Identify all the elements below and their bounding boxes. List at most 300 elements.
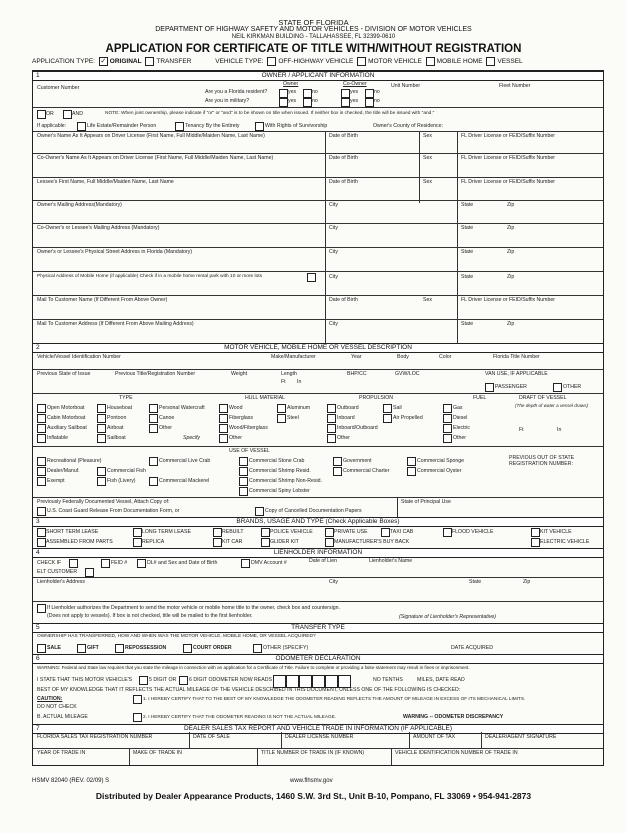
- checkbox[interactable]: [97, 477, 106, 486]
- field-label: OTHER (SPECIFY): [263, 645, 309, 651]
- checkbox[interactable]: [327, 434, 336, 443]
- checkbox[interactable]: [219, 424, 228, 433]
- checkbox[interactable]: [37, 424, 46, 433]
- checkbox[interactable]: [383, 404, 392, 413]
- field-label: Weight: [231, 371, 248, 377]
- field-label: Life Estate/Remainder Person: [87, 123, 157, 129]
- field-label: NO TENTHS: [373, 677, 403, 683]
- field-label: Commercial Fish: [107, 468, 146, 474]
- checkbox[interactable]: [149, 404, 158, 413]
- checkbox[interactable]: [149, 414, 158, 423]
- life-estate-checkbox[interactable]: [77, 122, 86, 131]
- excess-mileage-checkbox[interactable]: [133, 695, 142, 704]
- checkbox[interactable]: [37, 457, 46, 466]
- field-label: FL Driver License or FEID/Suffix Number: [461, 133, 555, 139]
- rule-line: [33, 748, 603, 749]
- field-label: DMV Account #: [251, 560, 287, 566]
- five-digit-checkbox[interactable]: [139, 676, 148, 685]
- checkbox[interactable]: [327, 404, 336, 413]
- checkbox[interactable]: [149, 477, 158, 486]
- rule-line: [409, 732, 410, 748]
- not-actual-mileage-checkbox[interactable]: [133, 713, 142, 722]
- owner-resident-no[interactable]: [303, 89, 312, 98]
- checkbox[interactable]: [37, 404, 46, 413]
- field-label: ELECTRIC VEHICLE: [540, 539, 590, 545]
- field-label: Commercial Oyster: [417, 468, 462, 474]
- checkbox[interactable]: [219, 434, 228, 443]
- field-label: OR: [46, 111, 54, 117]
- field-label: Copy of Cancelled Documentation Papers: [265, 508, 362, 514]
- field-label: DRAFT OF VESSEL: [519, 395, 567, 401]
- rule-line: [33, 446, 603, 447]
- checkbox[interactable]: [97, 404, 106, 413]
- field-label: Year: [351, 354, 362, 360]
- field-label: FL Driver License or FEID/Suffix Number: [461, 297, 555, 303]
- checkbox[interactable]: [37, 434, 46, 443]
- checkbox[interactable]: [239, 487, 248, 496]
- ohv-checkbox[interactable]: [267, 57, 276, 66]
- field-label: Canoe: [159, 415, 175, 421]
- mv-label: MOTOR VEHICLE: [368, 58, 422, 66]
- owner-heading: Owner: [283, 81, 299, 87]
- field-label: Date of Birth: [329, 297, 358, 303]
- mail-to-address-label: Mail To Customer Address (If Different From Above Mailing Address): [37, 321, 194, 327]
- rule-line: [33, 200, 603, 201]
- dl-checkbox[interactable]: [137, 559, 146, 568]
- department-address: NEIL KIRKMAN BUILDING - TALLAHASSEE, FL 32399-0610: [231, 34, 396, 40]
- field-label: Inboard: [337, 415, 355, 421]
- checkbox[interactable]: [383, 414, 392, 423]
- checkbox[interactable]: [97, 424, 106, 433]
- field-label: Ft: [519, 427, 524, 433]
- checkbox[interactable]: [37, 477, 46, 486]
- field-label: Wood/Fiberglass: [229, 425, 268, 431]
- field-label: FL Driver License or FEID/Suffix Number: [461, 155, 555, 161]
- rule-line: [33, 393, 603, 394]
- field-label: TAXI CAB: [390, 529, 414, 535]
- sale-checkbox[interactable]: [37, 644, 46, 653]
- checkbox[interactable]: [325, 528, 334, 537]
- field-label: Commercial Spiny Lobster: [249, 488, 310, 494]
- section-6-bar: 6 ODOMETER DECLARATION: [33, 654, 603, 664]
- distributor-line: Distributed by Dealer Appearance Products, 1460 S.W. 3rd St., Unit B-10, Pompano, FL 33069 • 954-941-2873: [95, 791, 532, 801]
- field-label: MILES, DATE READ: [417, 677, 465, 683]
- field-label: I STATE THAT THIS MOTOR VEHICLE'S: [37, 677, 133, 683]
- field-label: State of Principal Use: [401, 499, 451, 505]
- field-label: Other: [337, 435, 350, 441]
- rule-line: [33, 131, 603, 132]
- field-label: With Rights of Survivorship: [265, 123, 328, 129]
- field-label: 1. I HEREBY CERTIFY THAT TO THE BEST OF MY KNOWLEDGE THE ODOMETER READING REFLECTS THE AMOUNT OF MILEAGE IN EXCESS OF ITS MECHANICAL LIMITS.: [143, 696, 526, 701]
- rule-line: [189, 732, 190, 748]
- field-label: Other: [229, 435, 242, 441]
- field-label: Recreational (Pleasure): [47, 458, 102, 464]
- field-label: Lienholder's Address: [37, 579, 85, 585]
- repossession-checkbox[interactable]: [115, 644, 124, 653]
- field-label: Commercial Mackerel: [159, 478, 210, 484]
- form-number: HSMV 82040 (REV. 02/09) S: [32, 778, 110, 784]
- checkbox[interactable]: [333, 457, 342, 466]
- field-label: Fiberglass: [229, 415, 253, 421]
- field-label: City: [329, 249, 338, 255]
- mail-to-name-label: Mail To Customer Name (If Different From Above Owner): [37, 297, 168, 303]
- field-label: Commercial Stone Crab: [249, 458, 305, 464]
- or-checkbox[interactable]: [37, 110, 46, 119]
- checkbox[interactable]: [97, 414, 106, 423]
- vessel-label: VESSEL: [497, 58, 523, 66]
- tenancy-checkbox[interactable]: [175, 122, 184, 131]
- field-label: Tenancy By the Entirety: [185, 123, 240, 129]
- field-label: PROPULSION: [359, 395, 394, 401]
- rule-line: [281, 732, 282, 748]
- rule-line: [391, 748, 392, 765]
- field-label: Other: [159, 425, 172, 431]
- checkbox[interactable]: [37, 538, 46, 547]
- elt-checkbox[interactable]: [69, 559, 78, 568]
- field-label: CAUTION:: [37, 696, 63, 702]
- checkbox[interactable]: [277, 404, 286, 413]
- section-1-bar: 1 OWNER / APPLICANT INFORMATION: [33, 71, 603, 81]
- field-label: Air Propelled: [393, 415, 423, 421]
- field-label: GVW/LOC: [395, 371, 420, 377]
- other-van-checkbox[interactable]: [553, 383, 562, 392]
- website: www.flhsmv.gov: [290, 778, 333, 784]
- passenger-checkbox[interactable]: [485, 383, 494, 392]
- dmv-checkbox[interactable]: [241, 559, 250, 568]
- field-label: Zip: [523, 579, 531, 585]
- application-type-label: APPLICATION TYPE:: [32, 58, 95, 66]
- rule-line: [33, 223, 603, 224]
- field-label: Inflatable: [47, 435, 69, 441]
- field-label: Vehicle/Vessel Identification Number: [37, 354, 121, 360]
- vehicle-type-label: VEHICLE TYPE:: [215, 58, 264, 66]
- checkbox[interactable]: [133, 528, 142, 537]
- field-label: Open Motorboat: [47, 405, 85, 411]
- section-7-bar: 7 DEALER SALES TAX REPORT AND VEHICLE TRADE IN INFORMATION (IF APPLICABLE): [33, 724, 603, 734]
- field-label: VEHICLE IDENTIFICATION NUMBER OF TRADE IN: [395, 750, 518, 756]
- field-label: FUEL: [473, 395, 487, 401]
- field-label: Body: [397, 354, 409, 360]
- unit-number-label: Unit Number: [391, 83, 421, 89]
- field-label: CHECK IF: [37, 560, 62, 566]
- field-label: Airboat: [107, 425, 124, 431]
- field-label: Commercial Sponge: [417, 458, 464, 464]
- field-label: yes: [288, 98, 297, 104]
- field-label: SHORT TERM LEASE: [46, 529, 99, 535]
- owner-mailing-label: Owner's Mailing Address(Mandatory): [37, 202, 122, 208]
- field-label: Sex: [423, 179, 432, 185]
- field-label: Zip: [507, 274, 515, 280]
- field-label: Government: [343, 458, 372, 464]
- field-label: 2. I HEREBY CERTIFY THAT THE ODOMETER READING IS NOT THE ACTUAL MILEAGE.: [143, 714, 337, 719]
- field-label: no: [312, 98, 318, 104]
- field-label: Specify: [183, 435, 201, 441]
- checkbox[interactable]: [407, 467, 416, 476]
- rule-line: [33, 319, 603, 320]
- field-label: (Does not apply to vessels). If box is not checked, title will be mailed to the first lienholder.: [47, 613, 253, 619]
- field-label: Sex: [423, 297, 432, 303]
- rule-line: [33, 295, 603, 296]
- field-label: REPLICA: [142, 539, 165, 545]
- checkbox[interactable]: [239, 467, 248, 476]
- checkbox[interactable]: [97, 467, 106, 476]
- field-label: AMOUNT OF TAX: [413, 734, 456, 740]
- coowner-resident-no[interactable]: [365, 89, 374, 98]
- vessel-checkbox[interactable]: [486, 57, 495, 66]
- field-label: PREVIOUS OUT OF STATE REGISTRATION NUMBER:: [509, 455, 575, 467]
- rule-line: [457, 131, 458, 343]
- mh-label: MOBILE HOME: [436, 58, 483, 66]
- field-label: DEALER/AGENT SIGNATURE: [485, 734, 557, 740]
- field-label: If Lienholder authorizes the Department to send the motor vehicle or mobile home title to the owner, check box and countersign.: [47, 605, 340, 611]
- field-label: Make/Manufacturer: [271, 354, 316, 360]
- field-label: OWNERSHIP HAS TRANSFERRED, HOW AND WHEN WAS THE MOTOR VEHICLE, MOBILE HOME, OR VESSEL ACQUIRED?: [37, 634, 316, 639]
- field-label: COURT ORDER: [193, 645, 232, 651]
- field-label: ASSEMBLED FROM PARTS: [46, 539, 113, 545]
- joint-ownership-note: NOTE: When joint ownership, please indicate if "or" or "and" is to be shown on title when issued. If neither box is checked, the title will be issued with "and.": [105, 111, 435, 116]
- checkbox[interactable]: [277, 414, 286, 423]
- field-label: MANUFACTURER'S BUY BACK: [334, 539, 410, 545]
- field-label: DO NOT CHECK: [37, 704, 77, 710]
- coowner-military-no[interactable]: [365, 98, 374, 107]
- field-label: Zip: [507, 225, 515, 231]
- field-label: Sex: [423, 155, 432, 161]
- transfer-checkbox[interactable]: [145, 57, 154, 66]
- owner-name-label: Owner's Name As It Appears on Driver License (First Name, Full Middle/Maiden Name, Last Name): [37, 133, 265, 139]
- field-label: KIT VEHICLE: [540, 529, 572, 535]
- field-label: no: [374, 89, 380, 95]
- field-label: Sex: [423, 133, 432, 139]
- field-label: yes: [350, 98, 359, 104]
- ohv-label: OFF-HIGHWAY VEHICLE: [278, 58, 354, 66]
- lessee-name-label: Lessee's First Name, Full Middle/Maiden Name, Last Name: [37, 179, 174, 185]
- field-label: Aluminum: [287, 405, 311, 411]
- customer-number-label: Customer Number: [37, 85, 80, 91]
- section-2-bar: 2 MOTOR VEHICLE, MOBILE HOME OR VESSEL DESCRIPTION: [33, 343, 603, 353]
- original-checkbox[interactable]: ✓: [100, 58, 107, 65]
- field-label: DL# and Sex and Date of Birth: [147, 560, 218, 566]
- owner-military-yes[interactable]: [279, 98, 288, 107]
- field-label: OTHER: [563, 384, 582, 390]
- checkbox[interactable]: [327, 414, 336, 423]
- application-type-row: [32, 57, 602, 66]
- field-label: Inboard/Outboard: [337, 425, 378, 431]
- coowner-heading: Co-Owner: [343, 81, 367, 87]
- field-label: ELT CUSTOMER: [37, 569, 78, 575]
- coowner-military-yes[interactable]: [341, 98, 350, 107]
- field-label: USE OF VESSEL: [229, 448, 270, 454]
- checkbox[interactable]: [261, 528, 270, 537]
- mh-checkbox[interactable]: [426, 57, 435, 66]
- field-label: HULL MATERIAL: [245, 395, 286, 401]
- field-label: Lienholder's Name: [369, 558, 413, 564]
- field-label: State: [461, 202, 474, 208]
- field-label: DATE OF SALE: [193, 734, 230, 740]
- field-label: City: [329, 321, 338, 327]
- checkbox[interactable]: [531, 538, 540, 547]
- field-label: SALE: [47, 645, 61, 651]
- field-label: Date of Lien: [309, 558, 337, 564]
- other-transfer-checkbox[interactable]: [253, 644, 262, 653]
- field-label: Date of Birth: [329, 179, 358, 185]
- coowner-name-label: Co-Owner's Name As It Appears on Driver License (First Name, Full Middle/Maiden Name, Last Name): [37, 155, 274, 161]
- rule-line: [33, 177, 603, 178]
- mv-checkbox[interactable]: [357, 57, 366, 66]
- feid-checkbox[interactable]: [101, 559, 110, 568]
- rule-line: [33, 369, 603, 370]
- field-label: Dealer/Manuf.: [47, 468, 80, 474]
- rule-line: [129, 748, 130, 765]
- coowner-mailing-label: Co-Owner's or Lessee's Mailing Address (Mandatory): [37, 225, 160, 231]
- field-label: Electric: [453, 425, 471, 431]
- field-label: Exempt: [47, 478, 65, 484]
- cancelled-papers-checkbox[interactable]: [255, 507, 264, 516]
- field-label: Other: [453, 435, 466, 441]
- checkbox[interactable]: [149, 457, 158, 466]
- owner-resident-yes[interactable]: [279, 89, 288, 98]
- field-label: FL Driver License or FEID/Suffix Number: [461, 179, 555, 185]
- field-label: TYPE: [119, 395, 133, 401]
- field-label: Pontoon: [107, 415, 127, 421]
- owner-military-no[interactable]: [303, 98, 312, 107]
- rule-line: [419, 131, 420, 203]
- checkbox[interactable]: [219, 414, 228, 423]
- field-label: State: [461, 225, 474, 231]
- section-4-bar: 4 LIENHOLDER INFORMATION: [33, 548, 603, 558]
- field-label: Previously Federally Documented Vessel, Attach Copy of:: [37, 499, 170, 505]
- field-label: Houseboat: [107, 405, 133, 411]
- checkbox[interactable]: [213, 528, 222, 537]
- field-label: 5 DIGIT OR: [149, 677, 177, 683]
- field-label: VAN USE, IF APPLICABLE: [485, 371, 548, 377]
- checkbox[interactable]: [37, 528, 46, 537]
- field-label: PASSENGER: [495, 384, 527, 390]
- original-label: ORIGINAL: [109, 58, 142, 66]
- field-label: yes: [350, 89, 359, 95]
- field-label: In: [297, 379, 302, 385]
- field-label: FLORIDA SALES TAX REGISTRATION NUMBER: [37, 734, 153, 740]
- gift-checkbox[interactable]: [77, 644, 86, 653]
- field-label: GLIDER KIT: [270, 539, 299, 545]
- checkbox[interactable]: [443, 528, 452, 537]
- checkbox[interactable]: [327, 424, 336, 433]
- field-label: BEST OF MY KNOWLEDGE THAT IT REFLECTS THE ACTUAL MILEAGE OF THE VEHICLE DESCRIBED IN THIS DOCUMENT, UNLESS ONE OF THE FOLLOWING IS CHECKED:: [37, 687, 461, 693]
- military-label: Are you in military?: [205, 98, 250, 104]
- field-label: KIT CAR: [222, 539, 243, 545]
- field-label: Wood: [229, 405, 243, 411]
- checkbox[interactable]: [443, 424, 452, 433]
- rule-line: [33, 107, 603, 108]
- checkbox[interactable]: [149, 424, 158, 433]
- checkbox[interactable]: [381, 528, 390, 537]
- field-label: State: [461, 249, 474, 255]
- section-3-bar: 3 BRANDS, USAGE AND TYPE (Check Applicable Boxes): [33, 517, 603, 527]
- checkbox[interactable]: [37, 467, 46, 476]
- field-label: PRIVATE USE: [334, 529, 368, 535]
- field-label: Zip: [507, 202, 515, 208]
- rule-line: [33, 247, 603, 248]
- field-label: Outboard: [337, 405, 359, 411]
- checkbox[interactable]: [443, 404, 452, 413]
- rule-line: [33, 577, 603, 578]
- field-label: City: [329, 274, 338, 280]
- rule-line: [325, 131, 326, 343]
- six-digit-checkbox[interactable]: [179, 676, 188, 685]
- field-label: GIFT: [87, 645, 99, 651]
- checkbox[interactable]: [97, 434, 106, 443]
- rule-line: [257, 748, 258, 765]
- field-label: FEID #: [111, 560, 128, 566]
- field-label: Zip: [507, 321, 515, 327]
- field-label: State: [461, 274, 474, 280]
- checkbox[interactable]: [407, 457, 416, 466]
- lienholder-authorize-checkbox[interactable]: [37, 604, 46, 613]
- survivorship-checkbox[interactable]: [255, 122, 264, 131]
- court-order-checkbox[interactable]: [183, 644, 192, 653]
- field-label: Sailboat: [107, 435, 126, 441]
- field-label: no: [312, 89, 318, 95]
- field-label: B. ACTUAL MILEAGE: [37, 714, 88, 720]
- transfer-label: TRANSFER: [156, 58, 192, 66]
- rule-line: [33, 497, 603, 498]
- checkbox[interactable]: [133, 538, 142, 547]
- field-label: FLOOD VEHICLE: [452, 529, 494, 535]
- field-label: WARNING -- ODOMETER DISCREPANCY: [403, 714, 504, 720]
- form-body: [32, 70, 604, 766]
- checkbox[interactable]: [213, 538, 222, 547]
- rule-line: [481, 732, 482, 748]
- rental-park-checkbox[interactable]: [307, 273, 316, 282]
- field-label: If applicable:: [37, 123, 67, 129]
- field-label: Personal Watercraft: [159, 405, 205, 411]
- mobile-home-address-label: Physical Address of Mobile Home (if applicable) Check if in a mobile home rental park with 10 or more lots: [37, 274, 263, 279]
- elt-customer-checkbox[interactable]: [85, 568, 94, 577]
- field-label: 6 DIGIT ODOMETER NOW READS: [189, 677, 272, 683]
- checkbox[interactable]: [219, 404, 228, 413]
- field-label: U.S. Coast Guard Release From Documentation Form, or: [47, 508, 180, 514]
- checkbox[interactable]: [239, 457, 248, 466]
- coowner-resident-yes[interactable]: [341, 89, 350, 98]
- field-label: Date of Birth: [329, 155, 358, 161]
- field-label: Gas: [453, 405, 463, 411]
- checkbox[interactable]: [531, 528, 540, 537]
- checkbox[interactable]: [325, 538, 334, 547]
- checkbox[interactable]: [261, 538, 270, 547]
- field-label: Color: [439, 354, 452, 360]
- checkbox[interactable]: [443, 414, 452, 423]
- rule-line: [33, 601, 603, 602]
- checkbox[interactable]: [37, 414, 46, 423]
- field-label: YEAR OF TRADE IN: [37, 750, 86, 756]
- uscg-release-checkbox[interactable]: [37, 507, 46, 516]
- field-label: no: [374, 98, 380, 104]
- field-label: (Signature of Lienholder's Representative): [399, 614, 497, 620]
- field-label: Fish (Livery): [107, 478, 136, 484]
- and-checkbox[interactable]: [63, 110, 72, 119]
- field-label: Commercial Live Crab: [159, 458, 211, 464]
- field-label: Previous Title/Registration Number: [115, 371, 196, 377]
- field-label: LONG TERM LEASE: [142, 529, 191, 535]
- checkbox[interactable]: [239, 477, 248, 486]
- field-label: Florida Title Number: [493, 354, 540, 360]
- field-label: Commercial Shrimp Resid.: [249, 468, 311, 474]
- field-label: BHP/CC: [347, 371, 367, 377]
- field-label: TITLE NUMBER OF TRADE IN (IF KNOWN): [261, 750, 365, 756]
- field-label: Date of Birth: [329, 133, 358, 139]
- field-label: In: [557, 427, 562, 433]
- checkbox[interactable]: [333, 467, 342, 476]
- checkbox[interactable]: [443, 434, 452, 443]
